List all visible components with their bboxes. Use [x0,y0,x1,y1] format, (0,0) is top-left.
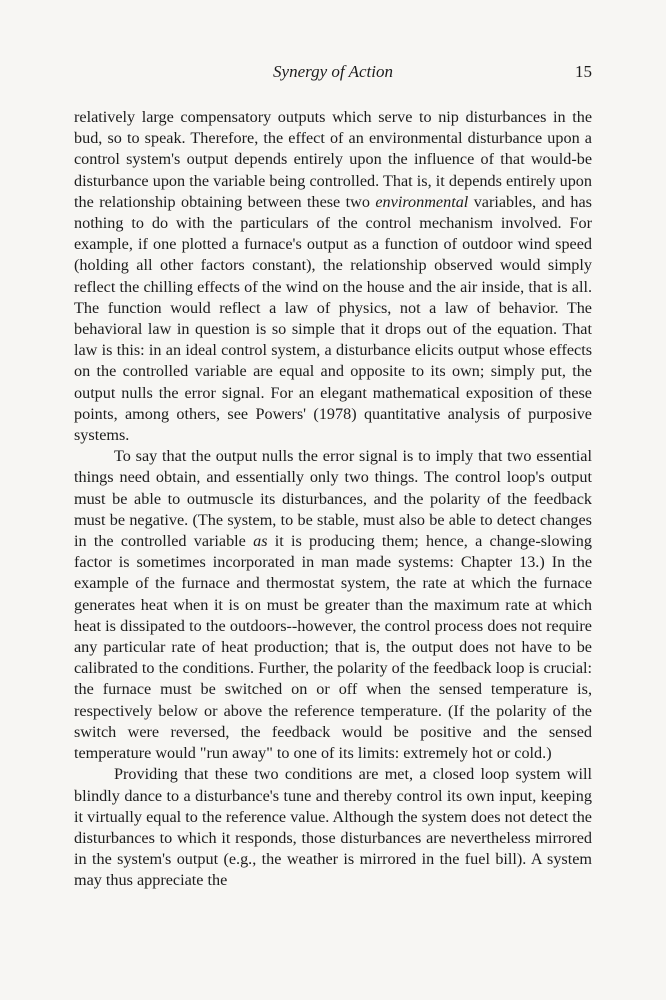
text-run: it is producing them; hence, a change-slowing factor is sometimes incorporated in man made systems: Chapter 13.) In the example of the furnace and thermostat system, the rate at which the furnace generates heat when it is on must be greater than the maximum rate at which heat is dissipated to the outdoors--however, the control process does not require any particular rate of heat production; that is, the output does not have to be calibrated to the conditions. Further, the polarity of the feedback loop is crucial: the furnace must be switched on or off when the sensed temperature is, respectively below or above the reference temperature. (If the polarity of the switch were reversed, the feedback would be positive and the sensed temperature would "run away" to one of its limits: extremely hot or cold.) [74,532,592,763]
body-text [74,107,592,892]
running-title: Synergy of Action [273,62,393,81]
paragraph [74,446,592,764]
text-run: Providing that these two conditions are met, a closed loop system will blindly dance to a disturbance's tune and thereby control its own input, keeping it virtually equal to the reference value. Although the system does not detect the disturbances to which it responds, those disturbances are nevertheless mirrored in the system's output (e.g., the weather is mirrored in the fuel bill). A system may thus appreciate the [74,765,592,890]
page-number: 15 [575,62,592,81]
paragraph [74,107,592,446]
italic-text-run: environmental [375,192,469,211]
running-head [74,62,592,86]
text-run: To say that the output nulls the error signal is to imply that two essential things need obtain, and essentially only two things. The control loop's output must be able to outmuscle its disturbances, and the polarity of the feedback must be negative. (The system, to be stable, must also be able to detect changes in the controlled variable [74,447,592,551]
text-run: relatively large compensatory outputs which serve to nip disturbances in the bud, so to speak. Therefore, the effect of an environmental disturbance upon a control system's output depends entirely upon the influence of that would-be disturbance upon the variable being controlled. That is, it depends entirely upon the relationship obtaining between these two [74,108,592,211]
paragraph [74,764,592,891]
italic-text-run: as [253,532,268,551]
book-page [74,62,592,892]
text-run: variables, and has nothing to do with the particulars of the control mechanism involved. For example, if one plotted a furnace's output as a function of outdoor wind speed (holding all other factors constant), the relationship observed would simply reflect the chilling effects of the wind on the house and the air inside, that is all. The function would reflect a law of physics, not a law of behavior. The behavioral law in question is so simple that it drops out of the equation. That law is this: in an ideal control system, a disturbance elicits output whose effects on the controlled variable are equal and opposite to its own; simply put, the output nulls the error signal. For an elegant mathematical exposition of these points, among others, see Powers' (1978) quantitative analysis of purposive systems. [74,192,592,445]
